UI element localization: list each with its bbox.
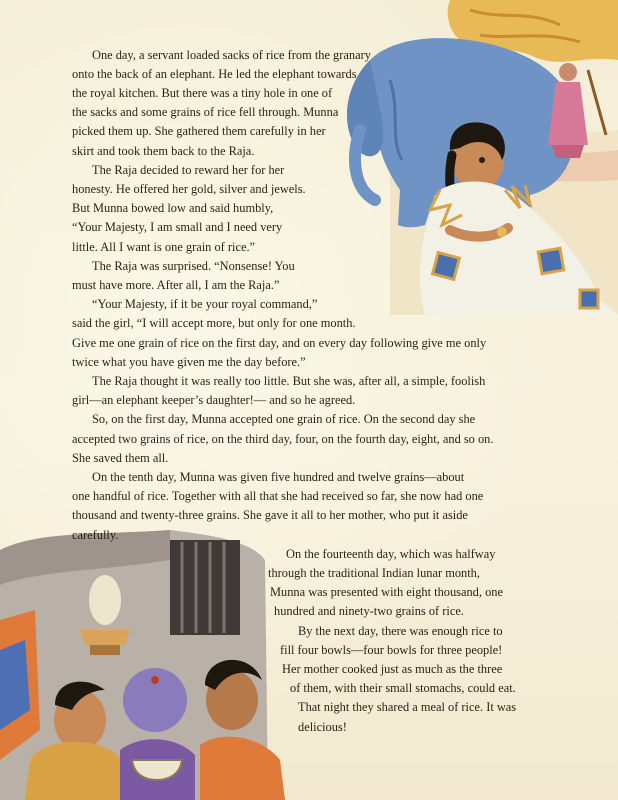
story-line: onto the back of an elephant. He led the elephant towards bbox=[72, 67, 357, 81]
story-line: honesty. He offered her gold, silver and jewels. bbox=[72, 182, 306, 196]
story-line: “Your Majesty, if it be your royal command,” bbox=[92, 297, 318, 311]
elephant-and-girl-illustration bbox=[330, 0, 618, 315]
story-line: But Munna bowed low and said humbly, bbox=[72, 201, 274, 215]
story-line: fill four bowls—four bowls for three people! bbox=[280, 643, 503, 657]
story-line: carefully. bbox=[72, 528, 119, 542]
story-line: thousand and twenty-three grains. She gave it all to her mother, who put it aside bbox=[72, 508, 468, 522]
story-line: little. All I want is one grain of rice.” bbox=[72, 240, 256, 254]
story-line: through the traditional Indian lunar month, bbox=[268, 566, 480, 580]
story-line: the sacks and some grains of rice fell through. Munna bbox=[72, 105, 339, 119]
story-line: must have more. After all, I am the Raja.” bbox=[72, 278, 280, 292]
story-line: She saved them all. bbox=[72, 451, 169, 465]
story-line: On the fourteenth day, which was halfway bbox=[286, 547, 496, 561]
story-line: “Your Majesty, I am small and I need very bbox=[72, 220, 283, 234]
story-line: hundred and ninety-two grains of rice. bbox=[274, 604, 464, 618]
story-line: accepted two grains of rice, on the third day, four, on the fourth day, eight, and so on. bbox=[72, 432, 494, 446]
story-line: That night they shared a meal of rice. It was bbox=[298, 700, 517, 714]
story-line: skirt and took them back to the Raja. bbox=[72, 144, 255, 158]
story-line: The Raja decided to reward her for her bbox=[92, 163, 285, 177]
story-line: On the tenth day, Munna was given five hundred and twelve grains—about bbox=[92, 470, 465, 484]
story-line: The Raja was surprised. “Nonsense! You bbox=[92, 259, 295, 273]
story-line: one handful of rice. Together with all that she had received so far, she now had one bbox=[72, 489, 484, 503]
story-line: twice what you have given me the day before.” bbox=[72, 355, 306, 369]
story-line: The Raja thought it was really too little. But she was, after all, a simple, foolish bbox=[92, 374, 486, 388]
story-line: By the next day, there was enough rice to bbox=[298, 624, 503, 638]
story-line: One day, a servant loaded sacks of rice from the granary bbox=[92, 48, 371, 62]
story-line: So, on the first day, Munna accepted one grain of rice. On the second day she bbox=[92, 412, 476, 426]
story-line: Give me one grain of rice on the first day, and on every day following give me only bbox=[72, 336, 487, 350]
story-line: Munna was presented with eight thousand, one bbox=[270, 585, 503, 599]
story-line: said the girl, “I will accept more, but only for one month. bbox=[72, 316, 356, 330]
family-meal-illustration bbox=[0, 530, 300, 800]
story-line: picked them up. She gathered them carefully in her bbox=[72, 124, 326, 138]
story-line: delicious! bbox=[298, 720, 347, 734]
story-line: the royal kitchen. But there was a tiny hole in one of bbox=[72, 86, 333, 100]
story-line: of them, with their small stomachs, could eat. bbox=[290, 681, 516, 695]
story-line: girl—an elephant keeper’s daughter!— and so he agreed. bbox=[72, 393, 356, 407]
story-line: Her mother cooked just as much as the three bbox=[282, 662, 503, 676]
